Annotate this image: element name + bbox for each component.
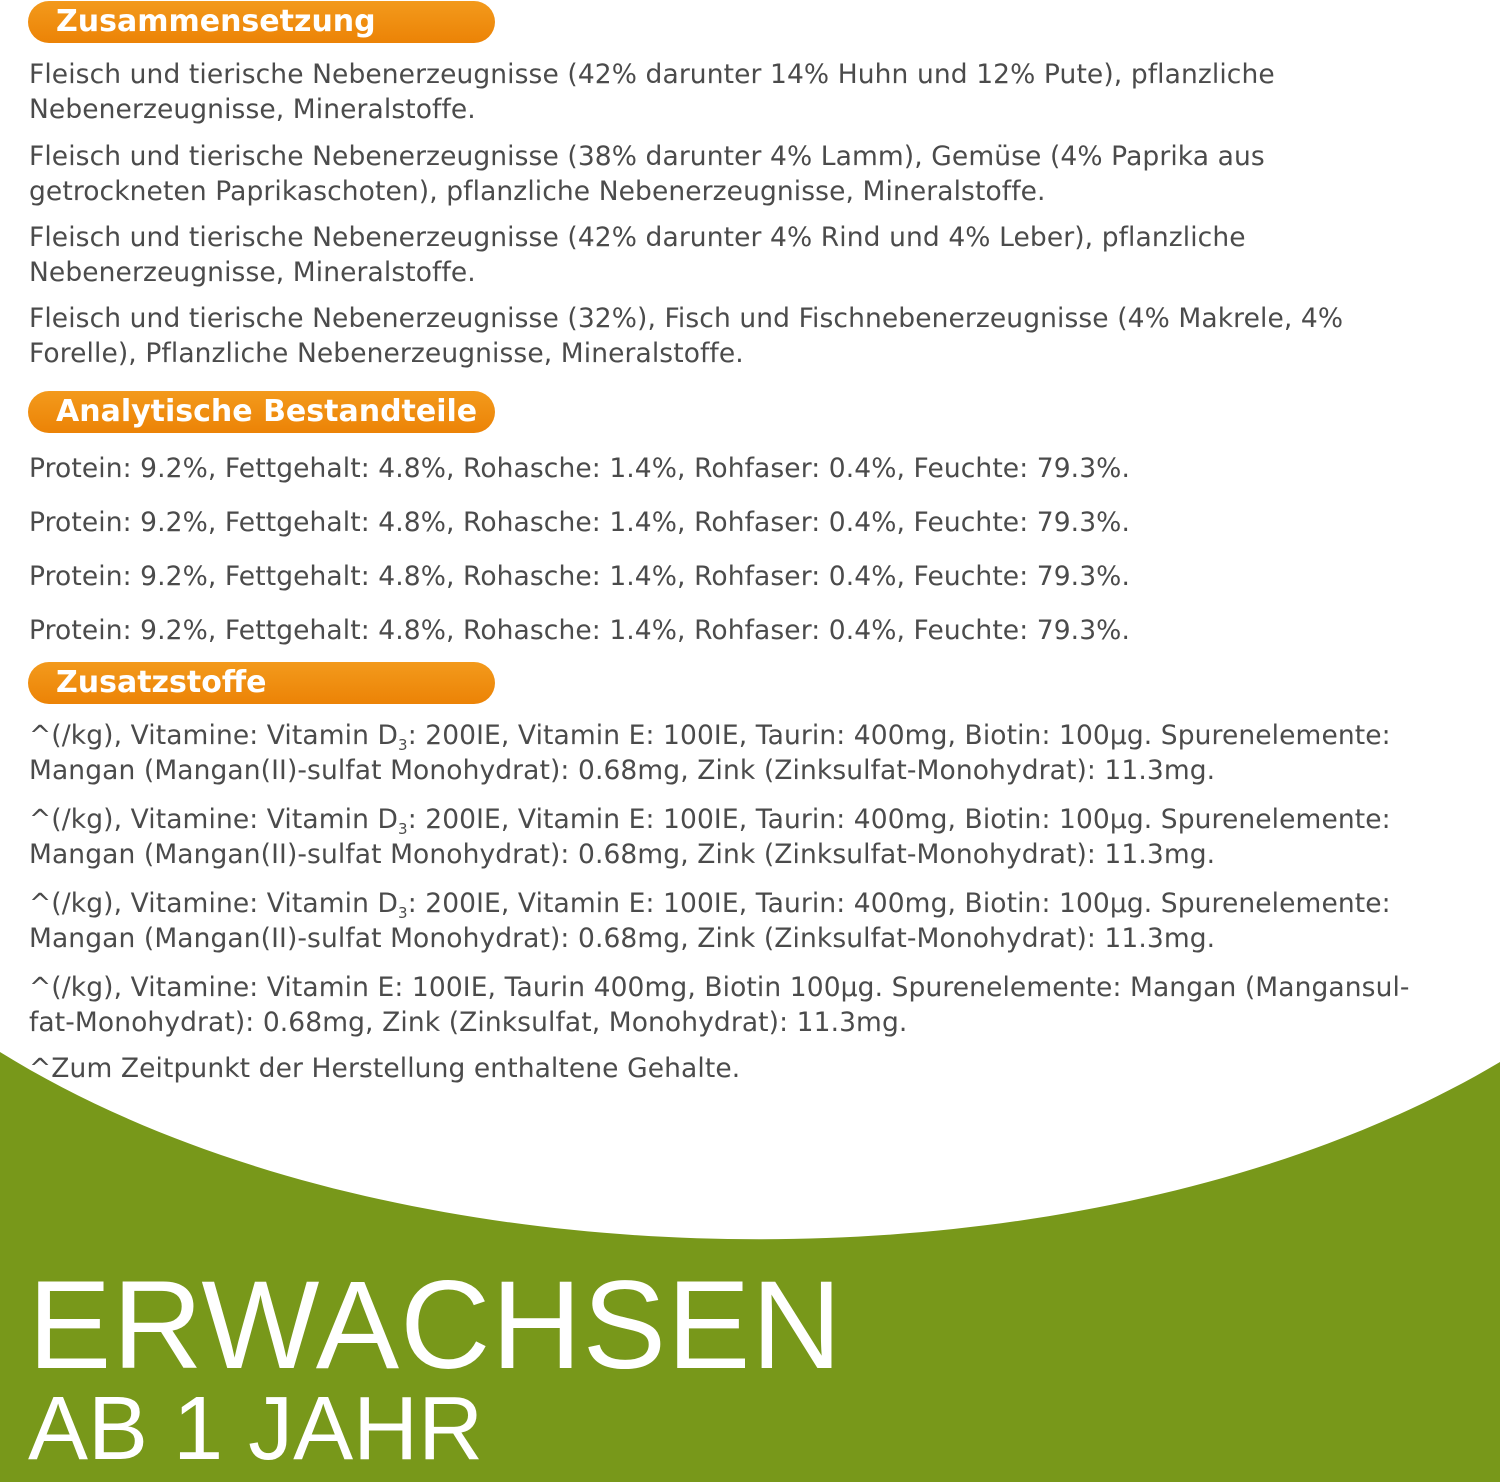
additives-item: ^(/kg), Vitamine: Vitamin $D_3$: 200IE, Vitamin E: 100IE, Taurin: 400mg, Biotin: 100µg. Spurenelemente: Mangan (Mangan(II)-sulfat Monohydrat): 0.68mg, Zink (Zinksulfat-Monohydrat): 11.3mg. [29,888,1391,954]
section-header-additives: Zusatzstoffe [28,662,495,704]
banner-subtitle: AB 1 JAHR [28,1379,484,1479]
composition-item: Fleisch und tierische Nebenerzeugnisse (42% darunter 4% Rind und 4% Leber), pflanzliche Nebenerzeugnisse, Mineralstoffe. [29,222,1246,288]
subscript-3: 3 [398,904,408,922]
analytical-item: Protein: 9.2%, Fettgehalt: 4.8%, Rohasche: 1.4%, Rohfaser: 0.4%, Feuchte: 79.3%. [29,561,1130,592]
section-header-composition: Zusammensetzung [28,1,495,43]
section-header-analytical: Analytische Bestandteile [28,391,495,433]
analytical-item: Protein: 9.2%, Fettgehalt: 4.8%, Rohasche: 1.4%, Rohfaser: 0.4%, Feuchte: 79.3%. [29,615,1130,646]
composition-item: Fleisch und tierische Nebenerzeugnisse (32%), Fisch und Fischnebenerzeugnisse (4% Makrele, 4% Forelle), Pflanzliche Nebenerzeugnisse, Mineralstoffe. [29,303,1344,369]
additives-item: ^(/kg), Vitamine: Vitamin E: 100IE, Taurin 400mg, Biotin 100µg. Spurenelemente: Mangan (Mangansul- fat-Monohydrat): 0.68mg, Zink (Zinksulfat, Monohydrat): 11.3mg. [29,972,1410,1038]
analytical-item: Protein: 9.2%, Fettgehalt: 4.8%, Rohasche: 1.4%, Rohfaser: 0.4%, Feuchte: 79.3%. [29,453,1130,484]
subscript-3: 3 [398,736,408,754]
additives-item: ^(/kg), Vitamine: Vitamin $D_3$: 200IE, Vitamin E: 100IE, Taurin: 400mg, Biotin: 100µg. Spurenelemente: Mangan (Mangan(II)-sulfat Monohydrat): 0.68mg, Zink (Zinksulfat-Monohydrat): 11.3mg. [29,804,1391,870]
analytical-item: Protein: 9.2%, Fettgehalt: 4.8%, Rohasche: 1.4%, Rohfaser: 0.4%, Feuchte: 79.3%. [29,507,1130,538]
banner-title: ERWACHSEN [28,1256,843,1395]
subscript-3: 3 [398,820,408,838]
additives-item: ^(/kg), Vitamine: Vitamin $D_3$: 200IE, Vitamin E: 100IE, Taurin: 400mg, Biotin: 100µg. Spurenelemente: Mangan (Mangan(II)-sulfat Monohydrat): 0.68mg, Zink (Zinksulfat-Monohydrat): 11.3mg. [29,720,1391,786]
composition-item: Fleisch und tierische Nebenerzeugnisse (42% darunter 14% Huhn und 12% Pute), pflanzliche Nebenerzeugnisse, Mineralstoffe. [29,59,1275,125]
composition-item: Fleisch und tierische Nebenerzeugnisse (38% darunter 4% Lamm), Gemüse (4% Paprika aus getrockneten Paprikaschoten), pflanzliche Nebenerzeugnisse, Mineralstoffe. [29,141,1265,207]
additives-footnote: ^Zum Zeitpunkt der Herstellung enthaltene Gehalte. [29,1053,741,1084]
